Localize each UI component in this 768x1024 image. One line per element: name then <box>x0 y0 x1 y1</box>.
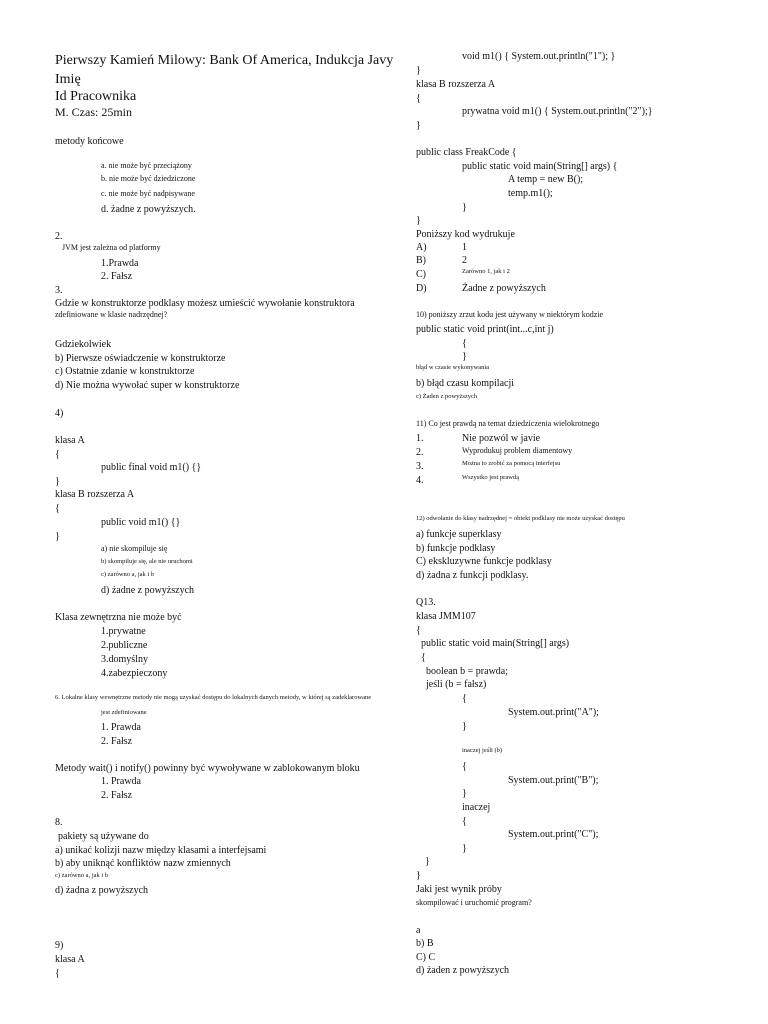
left-text-line: pakiety są używane do <box>58 831 149 842</box>
right-text-line: 1. <box>416 433 424 444</box>
right-text-line: } <box>416 870 421 881</box>
right-text-line: b) B <box>416 938 434 949</box>
left-text-line: Gdziekolwiek <box>55 339 112 350</box>
right-text-line: { <box>416 93 421 104</box>
right-text-line: A temp = new B(); <box>508 174 584 185</box>
right-text-line: Można to zrobić za pomocą interfejsu <box>462 460 561 467</box>
right-text-line: { <box>462 693 467 704</box>
left-text-line: { <box>55 449 60 460</box>
left-text-line: { <box>55 503 60 514</box>
left-text-line: zdefiniowane w klasie nadrzędnej? <box>55 310 168 319</box>
left-text-line: Imię <box>55 72 81 87</box>
right-text-line: 10) poniższy zrzut kodu jest używany w niektórym kodzie <box>416 310 604 319</box>
left-text-line: 2. Fałsz <box>101 736 133 747</box>
left-text-line: a) unikać kolizji nazw między klasami a interfejsami <box>55 845 267 856</box>
right-text-line: b) błąd czasu kompilacji <box>416 378 515 389</box>
right-text-line: 11) Co jest prawdą na temat dziedziczenia wielokrotnego <box>416 419 600 428</box>
right-text-line: } <box>416 65 421 76</box>
right-text-line: klasa B rozszerza A <box>416 79 496 90</box>
left-text-line: 3. <box>55 285 63 296</box>
right-text-line: temp.m1(); <box>508 188 553 199</box>
left-text-line: Id Pracownika <box>55 89 137 104</box>
right-text-line: D) <box>416 283 427 294</box>
left-text-line: a) nie skompiluje się <box>101 544 168 553</box>
left-text-line: 2.publiczne <box>101 640 148 651</box>
right-text-line: Wszystko jest prawdą <box>462 474 520 481</box>
right-text-line: } <box>462 788 467 799</box>
right-text-line: Nie pozwól w javie <box>462 433 541 444</box>
left-text-line: metody końcowe <box>55 136 124 147</box>
right-text-line: a <box>416 925 421 936</box>
right-text-line: a) funkcje superklasy <box>416 529 502 540</box>
left-text-line: public final void m1() {} <box>101 462 202 473</box>
left-text-line: Gdzie w konstruktorze podklasy możesz umieścić wywołanie konstruktora <box>55 298 355 309</box>
left-text-line: 4.zabezpieczony <box>101 668 168 679</box>
right-text-line: d) żadna z funkcji podklasy. <box>416 570 529 581</box>
left-text-line: d) żadna z powyższych <box>55 885 149 896</box>
right-text-line: Q13. <box>416 597 436 608</box>
left-text-line: b) aby uniknąć konfliktów nazw zmiennych <box>55 858 231 869</box>
left-text-line: 8. <box>55 817 63 828</box>
right-text-line: Jaki jest wynik próby <box>416 884 502 895</box>
right-text-line: public class FreakCode { <box>416 147 517 158</box>
right-text-line: A) <box>416 242 427 253</box>
right-text-line: { <box>421 652 426 663</box>
right-text-line: { <box>416 625 421 636</box>
left-text-line: b. nie może być dziedziczone <box>101 174 196 183</box>
left-text-line: c. nie może być nadpisywane <box>101 189 195 198</box>
right-text-line: boolean b = prawda; <box>426 666 509 677</box>
right-text-line: inaczej <box>462 802 491 813</box>
left-text-line: d) żadne z powyższych <box>101 585 195 596</box>
right-text-line: Żadne z powyższych <box>462 283 546 294</box>
right-text-line: void m1() { System.out.println("1"); } <box>462 51 616 62</box>
right-text-line: } <box>462 843 467 854</box>
left-text-line: 1. Prawda <box>101 722 141 733</box>
right-text-line: c) Żaden z powyższych <box>416 393 478 400</box>
right-text-line: } <box>425 856 430 867</box>
right-text-line: } <box>416 215 421 226</box>
right-text-line: C) C <box>416 952 436 963</box>
right-text-line: 4. <box>416 475 424 486</box>
left-text-line: 2. Fałsz <box>101 790 133 801</box>
right-text-line: { <box>462 761 467 772</box>
left-text-line: Pierwszy Kamień Milowy: Bank Of America, Indukcja Javy <box>55 53 394 68</box>
left-text-line: Klasa zewnętrzna nie może być <box>55 612 182 623</box>
left-text-line: 9) <box>55 940 64 951</box>
left-text-line: public void m1() {} <box>101 517 181 528</box>
left-text-line: 3.domyślny <box>101 654 148 665</box>
right-text-line: System.out.print("B"); <box>508 775 599 786</box>
right-text-line: 2 <box>462 255 467 266</box>
right-text-line: prywatna void m1() { System.out.println("2");} <box>462 106 653 117</box>
left-text-line: c) zarówno a, jak i b <box>55 872 109 879</box>
left-text-line: c) Ostatnie zdanie w konstruktorze <box>55 366 195 377</box>
right-text-line: } <box>462 202 467 213</box>
right-text-line: public static void print(int...c,int j) <box>416 324 554 335</box>
right-text-line: 2. <box>416 447 424 458</box>
right-text-line: inaczej jeśli (b) <box>462 747 503 754</box>
left-text-line: jest zdefiniowane <box>101 709 147 716</box>
right-text-line: public static void main(String[] args) <box>421 638 570 649</box>
right-text-line: } <box>462 351 467 362</box>
right-text-line: B) <box>416 255 426 266</box>
right-text-line: skompilować i uruchomić program? <box>416 898 532 907</box>
left-text-line: 1.Prawda <box>101 258 139 269</box>
left-text-line: 4) <box>55 408 64 419</box>
left-text-line: 1. Prawda <box>101 776 141 787</box>
left-text-line: } <box>55 476 60 487</box>
right-text-line: C) ekskluzywne funkcje podklasy <box>416 556 552 567</box>
right-text-line: System.out.print("A"); <box>508 707 599 718</box>
right-text-line: Wyprodukuj problem diamentowy <box>462 446 573 455</box>
left-text-line: M. Czas: 25min <box>55 105 132 119</box>
right-text-line: b) funkcje podklasy <box>416 543 496 554</box>
right-text-line: } <box>416 120 421 131</box>
right-text-line: błąd w czasie wykonywania <box>416 364 490 371</box>
right-text-line: System.out.print("C"); <box>508 829 599 840</box>
left-text-line: 1.prywatne <box>101 626 146 637</box>
right-text-line: Poniższy kod wydrukuje <box>416 229 515 240</box>
left-text-line: 6. Lokalne klasy wewnętrzne metody nie mogą uzyskać dostępu do lokalnych danych metody, w której są zadeklarowane <box>55 694 372 701</box>
left-text-line: { <box>55 968 60 979</box>
left-text-line: b) skompiluje się, ale nie uruchomi <box>101 558 193 565</box>
right-text-line: 1 <box>462 242 467 253</box>
left-text-line: klasa A <box>55 435 85 446</box>
right-text-line: d) żaden z powyższych <box>416 965 510 976</box>
left-text-line: 2. Fałsz <box>101 271 133 282</box>
right-text-line: 3. <box>416 461 424 472</box>
left-text-line: d. żadne z powyższych. <box>101 204 196 215</box>
right-text-line: klasa JMM107 <box>416 611 476 622</box>
left-text-line: c) zarówno a, jak i b <box>101 571 155 578</box>
right-text-line: { <box>462 816 467 827</box>
left-text-line: a. nie może być przeciążony <box>101 161 192 170</box>
left-text-line: JVM jest zależna od platformy <box>62 243 161 252</box>
left-text-line: b) Pierwsze oświadczenie w konstruktorze <box>55 353 226 364</box>
right-text-line: 12) odwołanie do klasy nadrzędnej = obiekt podklasy nie może uzyskać dostępu <box>416 515 625 522</box>
right-text-line: C) <box>416 269 426 280</box>
right-text-line: jeśli (b = fałsz) <box>426 679 487 690</box>
left-text-line: klasa B rozszerza A <box>55 489 135 500</box>
left-text-line: d) Nie można wywołać super w konstruktorze <box>55 380 240 391</box>
left-text-line: Metody wait() i notify() powinny być wywoływane w zablokowanym bloku <box>55 763 360 774</box>
right-text-line: } <box>462 721 467 732</box>
right-text-line: public static void main(String[] args) { <box>462 161 618 172</box>
left-text-line: 2. <box>55 231 63 242</box>
right-text-line: Zarówno 1, jak i 2 <box>462 268 510 275</box>
left-text-line: } <box>55 531 60 542</box>
left-text-line: klasa A <box>55 954 85 965</box>
right-text-line: { <box>462 338 467 349</box>
